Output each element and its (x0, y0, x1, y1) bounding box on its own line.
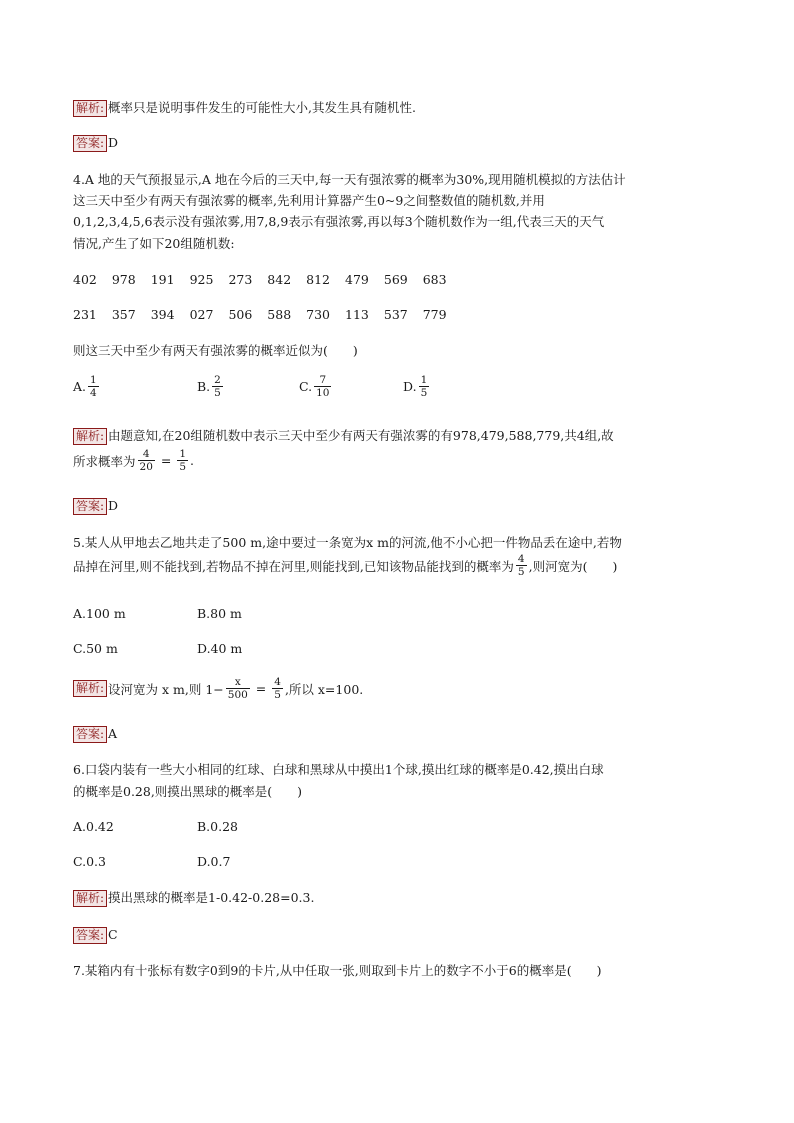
random-number: 357 (111, 307, 136, 322)
fraction (88, 374, 99, 399)
answer-tag: 答案: (73, 498, 107, 515)
q5-options-row-2 (73, 641, 242, 656)
option-a: A.100 m (73, 606, 126, 621)
fraction (516, 553, 527, 578)
option-d: D.0.7 (197, 854, 231, 869)
fraction (138, 448, 155, 473)
random-number: 978 (111, 272, 136, 287)
q5-analysis-line (73, 676, 363, 701)
denominator: 5 (274, 689, 281, 701)
q6-stem-line-1: 6.口袋内装有一些大小相同的红球、白球和黑球从中摸出1个球,摸出红球的概率是0.42,摸出白球 (73, 762, 604, 777)
q4-stem-line-1: 4.A 地的天气预报显示,A 地在今后的三天中,每一天有强浓雾的概率为30%,现用随机模拟的方法估计 (73, 172, 626, 187)
fraction (419, 374, 430, 399)
random-number: 231 (73, 307, 97, 322)
random-number: 683 (422, 272, 447, 287)
answer-tag: 答案: (73, 726, 107, 743)
q6-stem-line-2: 的概率是0.28,则摸出黑球的概率是( ) (73, 784, 303, 799)
random-number: 779 (422, 307, 447, 322)
q4-answer-line (73, 498, 118, 515)
fraction (314, 374, 331, 399)
random-number: 113 (345, 307, 369, 322)
option-b (197, 374, 299, 399)
denominator: 5 (214, 387, 221, 399)
q7-stem-line-1: 7.某箱内有十张标有数字0到9的卡片,从中任取一张,则取到卡片上的数字不小于6的概率是( ) (73, 963, 602, 978)
random-number: 402 (73, 272, 97, 287)
stem-text: 品掉在河里,则不能找到,若物品不掉在河里,则能找到,已知该物品能找到的概率为 (73, 558, 514, 574)
q5-stem-line-2 (73, 553, 617, 578)
random-number: 273 (228, 272, 253, 287)
analysis-text: . (190, 453, 194, 468)
random-number: 394 (150, 307, 175, 322)
fraction (272, 676, 283, 701)
analysis-text: ,所以 x=100. (284, 681, 364, 697)
analysis-tag: 解析: (73, 680, 107, 697)
option-b: B.0.28 (197, 819, 238, 834)
analysis-text: 摸出黑球的概率是1-0.42-0.28=0.3. (108, 890, 315, 905)
fraction (177, 448, 188, 473)
equals-sign: = (156, 453, 176, 468)
answer-tag: 答案: (73, 927, 107, 944)
equals-sign: = (251, 681, 271, 696)
q5-options-row-1 (73, 606, 242, 621)
option-c: C.50 m (73, 641, 118, 656)
answer-tag: 答案: (73, 135, 107, 152)
option-d (403, 374, 431, 399)
fraction (212, 374, 223, 399)
q4-analysis-line-2 (73, 448, 194, 473)
numerator: 4 (274, 676, 281, 688)
q4-stem-line-4: 情况,产生了如下20组随机数: (73, 236, 235, 251)
option-c: C.0.3 (73, 854, 106, 869)
denominator: 10 (316, 387, 330, 399)
numerator: 1 (179, 448, 186, 460)
denominator: 5 (517, 566, 525, 578)
numerator: 4 (142, 448, 150, 460)
denominator: 500 (227, 689, 248, 701)
random-number: 569 (383, 272, 408, 287)
numerator: 2 (214, 374, 221, 386)
answer-line-1 (73, 135, 118, 152)
q4-stem-line-3: 0,1,2,3,4,5,6表示没有强浓雾,用7,8,9表示有强浓雾,再以每3个随机数作为一组,代表三天的天气 (73, 214, 605, 229)
q4-question: 则这三天中至少有两天有强浓雾的概率近似为( ) (73, 343, 358, 358)
numerator: 4 (517, 553, 525, 565)
denominator: 20 (139, 461, 153, 473)
random-numbers-row-1 (73, 272, 462, 288)
random-number: 191 (150, 272, 175, 287)
q6-answer-line (73, 927, 118, 944)
denominator: 5 (179, 461, 186, 473)
random-numbers-row-2 (73, 307, 462, 323)
random-number: 588 (267, 307, 292, 322)
answer-value: D (108, 135, 119, 150)
q6-options-row-1 (73, 819, 238, 834)
random-number: 479 (345, 272, 369, 287)
analysis-tag: 解析: (73, 890, 107, 907)
numerator: 7 (319, 374, 327, 386)
analysis-text: 由题意知,在20组随机数中表示三天中至少有两天有强浓雾的有978,479,588,779,共4组,故 (108, 428, 614, 443)
fraction (226, 676, 250, 701)
option-b: B.80 m (197, 606, 242, 621)
analysis-tag: 解析: (73, 428, 107, 445)
option-a (73, 374, 197, 399)
answer-value: C (108, 927, 118, 942)
answer-value: D (108, 498, 119, 513)
option-label: B. (197, 379, 211, 394)
random-number: 537 (383, 307, 408, 322)
random-number: 842 (267, 272, 292, 287)
analysis-line-1 (73, 100, 416, 117)
numerator: 1 (420, 374, 428, 386)
denominator: 4 (90, 387, 97, 399)
numerator: 1 (90, 374, 97, 386)
q5-answer-line (73, 726, 117, 743)
q4-stem-line-2: 这三天中至少有两天有强浓雾的概率,先利用计算器产生0~9之间整数值的随机数,并用 (73, 193, 545, 208)
q4-options (73, 374, 431, 399)
stem-text: ,则河宽为( ) (528, 558, 618, 574)
option-label: A. (73, 379, 87, 394)
q6-analysis-line (73, 890, 314, 907)
answer-value: A (108, 726, 118, 741)
analysis-text: 所求概率为 (73, 453, 136, 469)
random-number: 027 (189, 307, 214, 322)
q5-stem-line-1: 5.某人从甲地去乙地共走了500 m,途中要过一条宽为x m的河流,他不小心把一件物品丢在途中,若物 (73, 535, 622, 550)
random-number: 506 (228, 307, 253, 322)
random-number: 925 (189, 272, 214, 287)
random-number: 812 (306, 272, 331, 287)
option-c (299, 374, 403, 399)
analysis-text: 设河宽为 x m,则 1− (108, 681, 224, 697)
q6-options-row-2 (73, 854, 230, 869)
option-a: A.0.42 (73, 819, 114, 834)
numerator: x (234, 676, 241, 688)
option-label: D. (403, 379, 417, 394)
option-d: D.40 m (197, 641, 243, 656)
random-number: 730 (306, 307, 331, 322)
denominator: 5 (420, 387, 428, 399)
analysis-text: 概率只是说明事件发生的可能性大小,其发生具有随机性. (108, 100, 416, 115)
q4-analysis-line-1 (73, 428, 614, 445)
analysis-tag: 解析: (73, 100, 107, 117)
option-label: C. (299, 379, 313, 394)
